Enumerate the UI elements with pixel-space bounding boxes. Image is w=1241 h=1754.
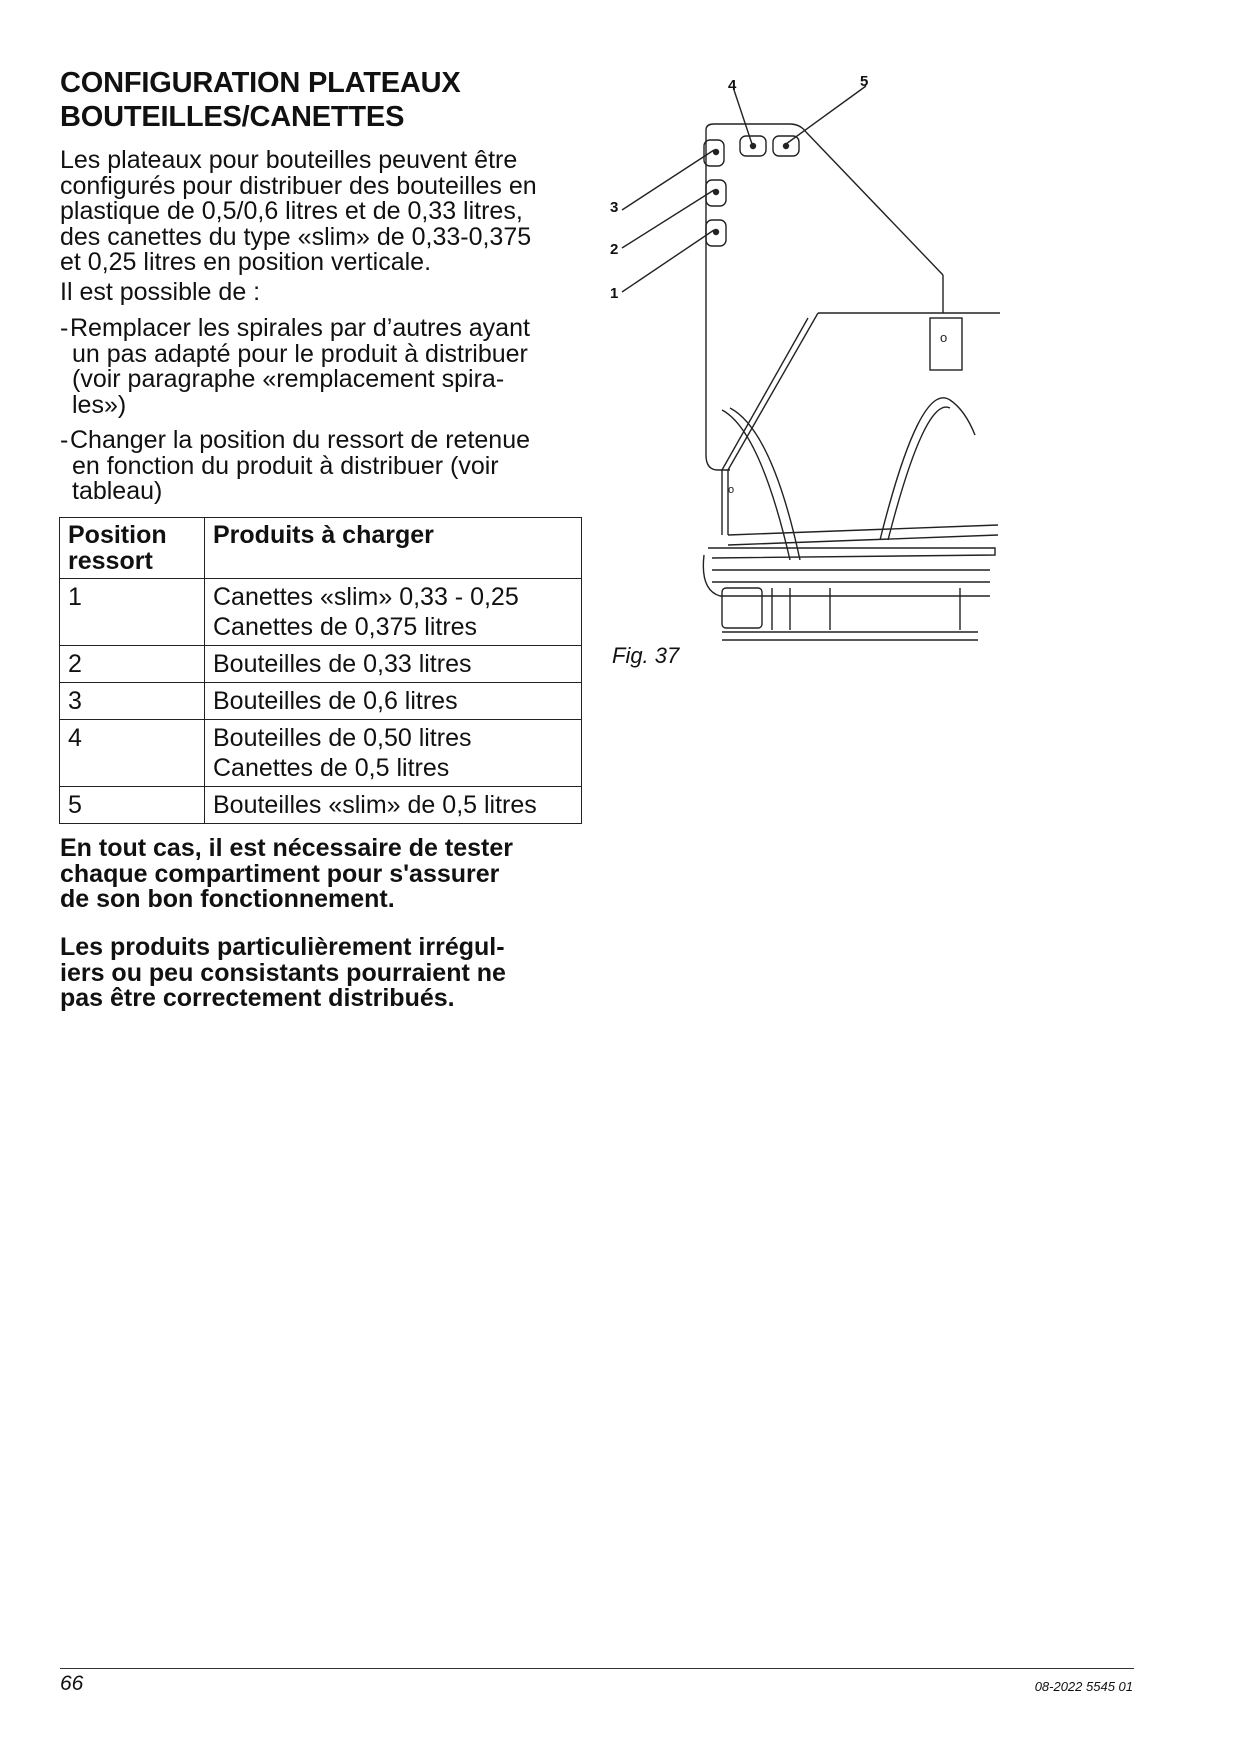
cell-products [205,646,582,683]
svg-text:o: o [940,330,948,345]
callout-label-4: 4 [728,77,737,94]
cell-products [205,720,582,787]
intro-line: configurés pour distribuer des bouteilles en [60,171,537,200]
tray-spring-diagram [604,66,1014,666]
callout-label-1: 1 [610,285,619,302]
table-header-row [60,518,582,579]
product-line: Canettes «slim» 0,33 - 0,25 [213,583,519,611]
section-title-line-1: CONFIGURATION PLATEAUX [60,67,461,99]
note-line: iers ou peu consistants pourraient ne [60,958,506,987]
product-line: Bouteilles de 0,6 litres [213,687,458,715]
callout-label-2: 2 [610,241,619,258]
cell-position: 3 [60,683,205,720]
intro-paragraph [60,148,600,276]
bullet-line: en fonction du produit à distribuer (voir [72,451,499,480]
note-line: pas être correctement distribués. [60,984,455,1012]
bullet-line: Remplacer les spirales par d’autres ayant [70,314,530,342]
section-title-line-2: BOUTEILLES/CANETTES [60,101,405,133]
cell-position: 2 [60,646,205,683]
cell-products [205,683,582,720]
table-row [60,646,582,683]
cell-products [205,579,582,646]
bullet-line: tableau) [72,477,163,505]
bullet-item [60,316,600,418]
note-line: Les produits particulièrement irrégul- [60,933,505,961]
bullet-line: un pas adapté pour le produit à distribuer [72,339,528,368]
header-position-line-1: Position [68,521,167,549]
intro-line: et 0,25 litres en position verticale. [60,248,432,276]
note-line: chaque compartiment pour s'assurer [60,859,500,888]
bullet-line: (voir paragraphe «remplacement spira- [72,365,505,393]
bullet-list [60,316,600,515]
header-position [60,518,205,579]
possible-text: Il est possible de : [60,278,261,306]
note-irregular-products [60,935,590,1012]
callout-label-5: 5 [860,73,869,90]
product-line: Bouteilles «slim» de 0,5 litres [213,791,537,819]
cell-products [205,787,582,824]
table-row [60,720,582,787]
spring-position-table [59,517,582,824]
cell-position: 1 [60,579,205,646]
bullet-dash: - [60,314,69,342]
cell-position: 4 [60,720,205,787]
intro-line: Les plateaux pour bouteilles peuvent être [60,146,518,174]
cell-position: 5 [60,787,205,824]
header-products: Produits à charger [205,518,582,579]
callout-label-3: 3 [610,199,619,216]
figure-caption: Fig. 37 [612,643,680,668]
table-row [60,683,582,720]
bullet-line: Changer la position du ressort de retenue [70,426,531,454]
svg-text:o: o [728,484,735,496]
note-testing [60,836,590,913]
product-line: Bouteilles de 0,50 litres [213,724,472,752]
header-position-line-2: ressort [68,547,153,575]
document-code: 08-2022 5545 01 [1034,1679,1133,1694]
intro-line: des canettes du type «slim» de 0,33-0,375 [60,222,532,251]
page-number: 66 [60,1672,84,1695]
product-line: Canettes de 0,375 litres [213,613,478,641]
bullet-dash: - [60,426,69,454]
table-row [60,579,582,646]
intro-line: plastique de 0,5/0,6 litres et de 0,33 litres, [60,197,523,225]
section-title [60,66,580,134]
product-line: Canettes de 0,5 litres [213,754,450,782]
note-line: En tout cas, il est nécessaire de tester [60,834,513,862]
bullet-item [60,428,600,505]
product-line: Bouteilles de 0,33 litres [213,650,472,678]
note-line: de son bon fonctionnement. [60,885,395,913]
bullet-line: les») [72,390,127,419]
footer-divider [60,1668,1134,1669]
table-row [60,787,582,824]
